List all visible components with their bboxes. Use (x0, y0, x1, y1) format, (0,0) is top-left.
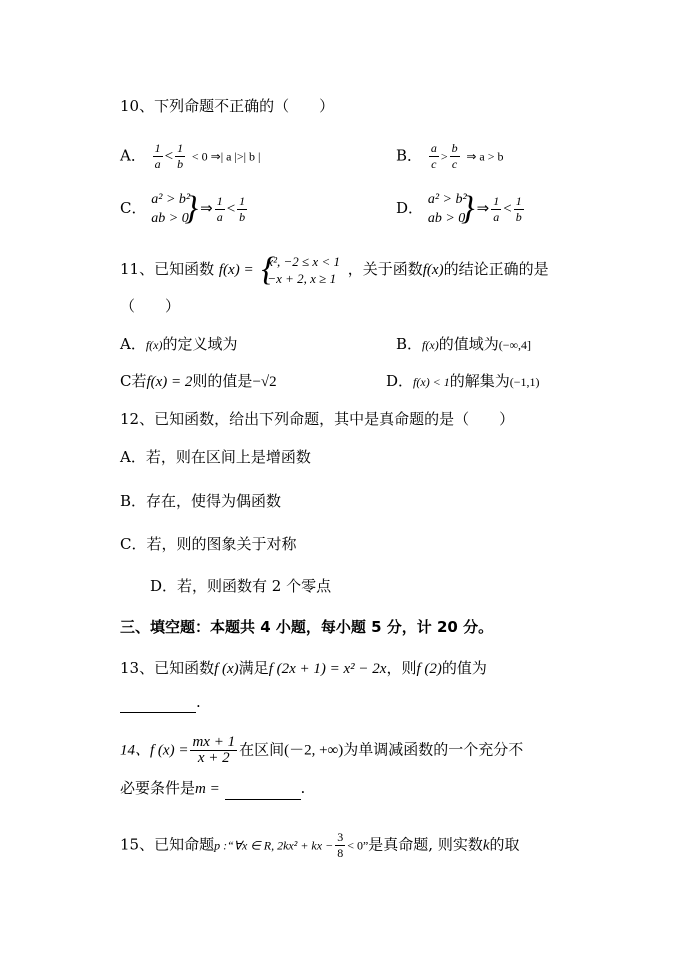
q12-option-a: A．若，则在区间上是增函数 (120, 448, 311, 466)
q12-option-b: B．存在，使得为偶函数 (120, 492, 282, 510)
q12-option-d: D．若，则函数有 2 个零点 (150, 577, 332, 595)
q11-option-d: D．f(x) < 1的解集为(−1,1) (386, 372, 540, 390)
q13-answer-line: . (120, 691, 201, 713)
q10-stem: 10、下列命题不正确的（ ） (120, 97, 335, 115)
q11-option-a: A．f(x)的定义域为 (120, 335, 238, 353)
q10-option-a: A． $\frac{1}{a}$ < $\frac{1}{b}$ < 0 ⇒| a |>| b | (120, 141, 261, 171)
q11-option-b: B．f(x)的值域为(−∞,4] (396, 335, 532, 353)
answer-blank[interactable] (120, 698, 196, 713)
q11-paren: （ ） (120, 297, 181, 315)
q10-option-d: D． a² > b² ab > 0 } ⇒ $\frac{1}{a}$ < $\frac{1}{b}$ (396, 190, 522, 227)
answer-blank[interactable] (225, 785, 301, 800)
q13-stem: 13、已知函数f (x)满足f (2x + 1) = x² − 2x，则f (2)的值为 (120, 659, 487, 677)
q11-option-c: C若f(x) = 2则的值是−√2 (120, 372, 277, 390)
q11-stem: 11、已知函数 f(x) = { x², −2 ≤ x < 1 −x + 2, x ≥ 1 ，关于函数f(x)的结论正确的是 (120, 251, 549, 288)
q10-option-c: C． a² > b² ab > 0 } ⇒ $\frac{1}{a}$ < $\frac{1}{b}$ (120, 190, 246, 227)
q10-option-b: B． $\frac{a}{c}$ > $\frac{b}{c}$ ⇒ a > b (396, 141, 504, 171)
q15-stem: 15、已知命题p :“∀x ∈ R, 2kx² + kx − $\frac{3}{8}$ < 0”是真命题, 则实数k的取 (120, 830, 520, 860)
q14-line2: 必要条件是m = . (120, 777, 305, 800)
q12-stem: 12、已知函数，给出下列命题，其中是真命题的是（ ） (120, 410, 515, 428)
q12-option-c: C．若，则的图象关于对称 (120, 535, 297, 553)
q14-stem: 14、f (x) = $\frac{mx + 1}{x + 2}$ 在区间(－2, +∞)为单调减函数的一个充分不 (120, 734, 524, 766)
section-heading: 三、填空题：本题共 4 小题，每小题 5 分，计 20 分。 (120, 618, 494, 636)
